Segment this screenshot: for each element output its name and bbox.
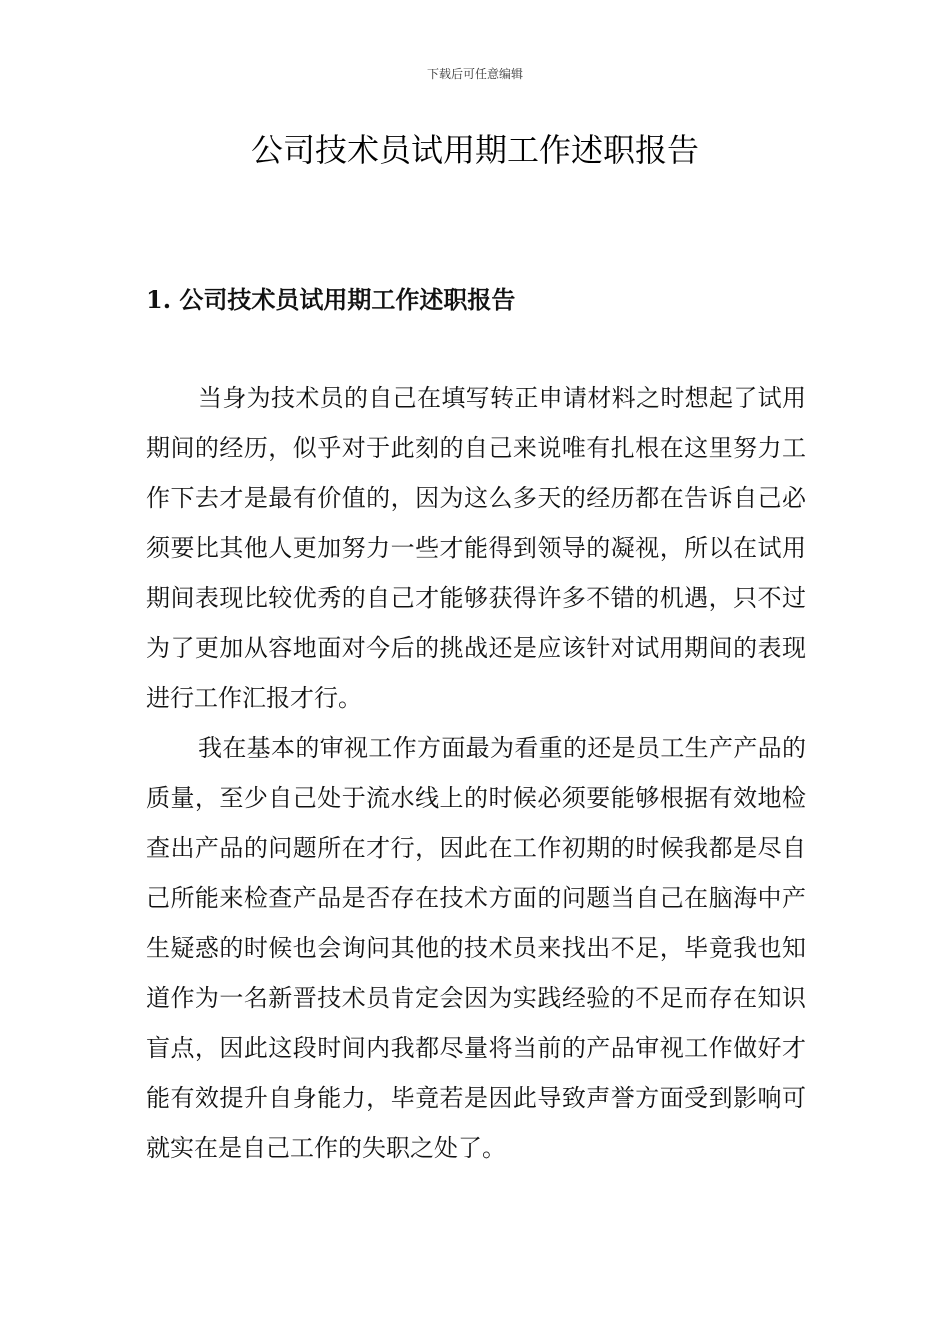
document-body — [146, 373, 806, 1173]
body-paragraph: 我在基本的审视工作方面最为看重的还是员工生产产品的质量，至少自己处于流水线上的时候必须要能够根据有效地检查出产品的问题所在才行，因此在工作初期的时候我都是尽自己所能来检查产品是否存在技术方面的问题当自己在脑海中产生疑惑的时候也会询问其他的技术员来找出不足，毕竟我也知道作为一名新晋技术员肯定会因为实践经验的不足而存在知识盲点，因此这段时间内我都尽量将当前的产品审视工作做好才能有效提升自身能力，毕竟若是因此导致声誉方面受到影响可就实在是自己工作的失职之处了。 — [146, 734, 806, 1162]
header-note: 下载后可任意编辑 — [426, 67, 523, 81]
body-paragraph: 当身为技术员的自己在填写转正申请材料之时想起了试用期间的经历，似乎对于此刻的自己来说唯有扎根在这里努力工作下去才是最有价值的，因为这么多天的经历都在告诉自己必须要比其他人更加努力一些才能得到领导的凝视，所以在试用期间表现比较优秀的自己才能够获得许多不错的机遇，只不过为了更加从容地面对今后的挑战还是应该针对试用期间的表现进行工作汇报才行。 — [146, 384, 806, 712]
document-title: 公司技术员试用期工作述职报告 — [250, 131, 699, 169]
section-heading: 1. 公司技术员试用期工作述职报告 — [146, 285, 516, 314]
